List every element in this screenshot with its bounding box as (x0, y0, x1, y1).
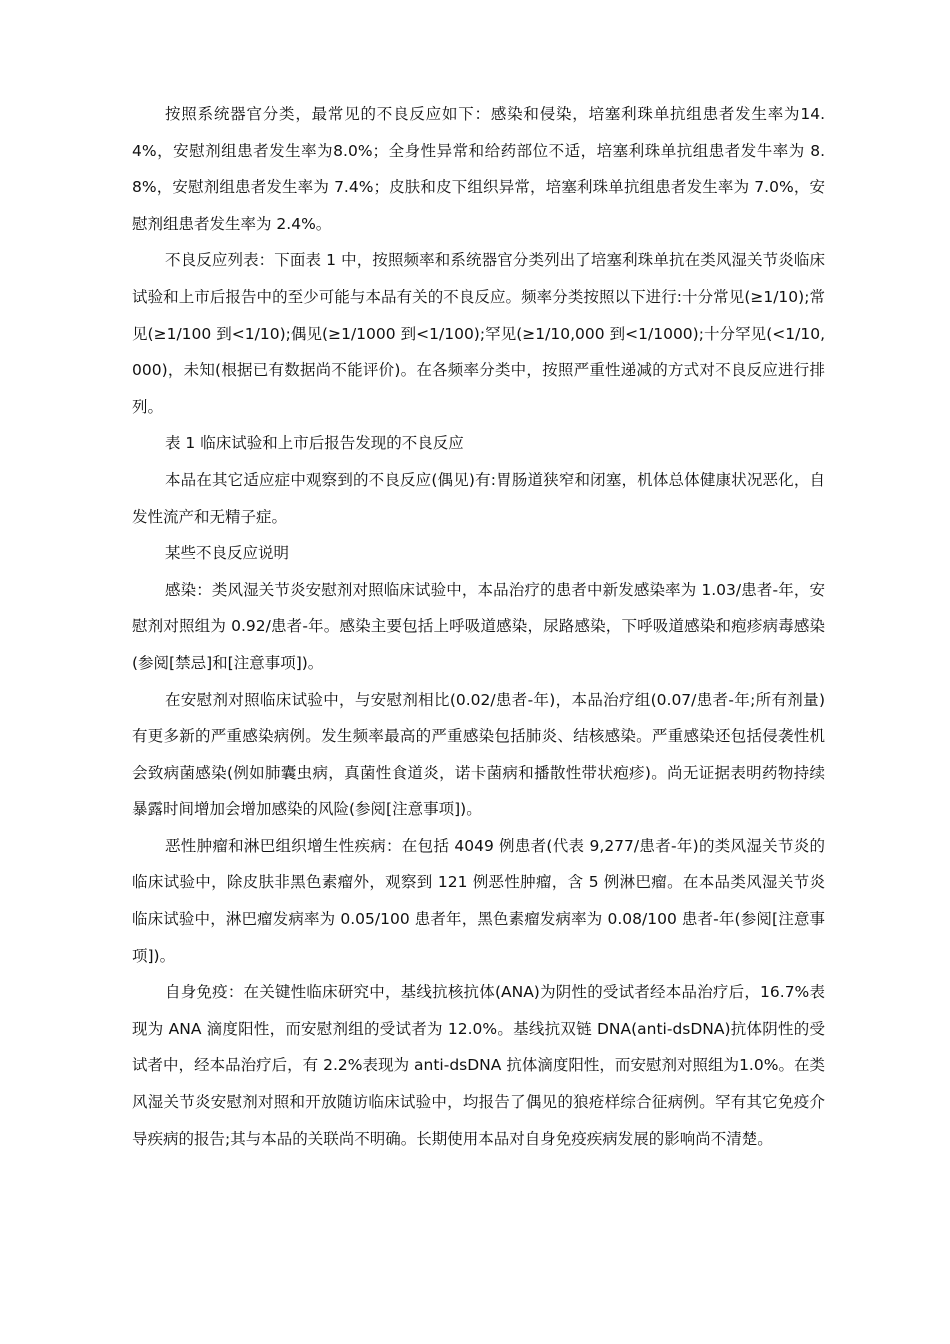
paragraph-serious-infection: 在安慰剂对照临床试验中，与安慰剂相比(0.02/患者-年)，本品治疗组(0.07/患者-年;所有剂量)有更多新的严重感染病例。发生频率最高的严重感染包括肺炎、结核感染。严重感染还包括侵袭性机会致病菌感染(例如肺囊虫病，真菌性食道炎，诺卡菌病和播散性带状疱疹)。尚无证据表明药物持续暴露时间增加会增加感染的风险(参阅[注意事项])。 (132, 690, 825, 819)
paragraph-adverse-reactions-by-organ: 按照系统器官分类，最常见的不良反应如下：感染和侵染，培塞利珠单抗组患者发生率为14.4%，安慰剂组患者发生率为8.0%；全身性异常和给药部位不适，培塞利珠单抗组患者发牛率为 8.8%，安慰剂组患者发生率为 7.4%；皮肤和皮下组织异常，培塞利珠单抗组患者发生率为 7.0%，安慰剂组患者发生率为 2.4%。 (132, 105, 825, 233)
paragraph-autoimmunity: 自身免疫：在关键性临床研究中，基线抗核抗体(ANA)为阴性的受试者经本品治疗后，16.7%表现为 ANA 滴度阳性，而安慰剂组的受试者为 12.0%。基线抗双链 DNA(anti-dsDNA)抗体阴性的受试者中，经本品治疗后，有 2.2%表现为 anti-dsDNA 抗体滴度阳性，而安慰剂对照组为1.0%。在类风湿关节炎安慰剂对照和开放随访临床试验中，均报告了偶见的狼疮样综合征病例。罕有其它免疫介导疾病的报告;其与本品的关联尚不明确。长期使用本品对自身免疫疾病发展的影响尚不清楚。 (132, 983, 825, 1148)
paragraph-malignancy: 恶性肿瘤和淋巴组织增生性疾病：在包括 4049 例患者(代表 9,277/患者-年)的类风湿关节炎的临床试验中，除皮肤非黑色素瘤外，观察到 121 例恶性肿瘤，含 5 例淋巴瘤。在本品类风湿关节炎临床试验中，淋巴瘤发病率为 0.05/100 患者年，黑色素瘤发病率为 0.08/100 患者-年(参阅[注意事项])。 (132, 836, 825, 965)
paragraph-other-indications: 本品在其它适应症中观察到的不良反应(偶见)有:胃肠道狭窄和闭塞，机体总体健康状况恶化，自发性流产和无精子症。 (132, 470, 825, 526)
section-heading: 某些不良反应说明 (165, 544, 290, 563)
document-body (132, 96, 825, 1157)
table-caption: 表 1 临床试验和上市后报告发现的不良反应 (165, 434, 464, 453)
paragraph-adverse-reaction-list: 不良反应列表：下面表 1 中，按照频率和系统器官分类列出了培塞利珠单抗在类风湿关节炎临床试验和上市后报告中的至少可能与本品有关的不良反应。频率分类按照以下进行:十分常见(≥1/10);常见(≥1/100 到<1/10);偶见(≥1/1000 到<1/100);罕见(≥1/10,000 到<1/1000);十分罕见(<1/10,000)，未知(根据已有数据尚不能评价)。在各频率分类中，按照严重性递减的方式对不良反应进行排列。 (132, 251, 825, 416)
paragraph-infection: 感染：类风湿关节炎安慰剂对照临床试验中，本品治疗的患者中新发感染率为 1.03/患者-年，安慰剂对照组为 0.92/患者-年。感染主要包括上呼吸道感染，尿路感染，下呼吸道感染和疱疹病毒感染(参阅[禁忌]和[注意事项])。 (132, 580, 825, 672)
